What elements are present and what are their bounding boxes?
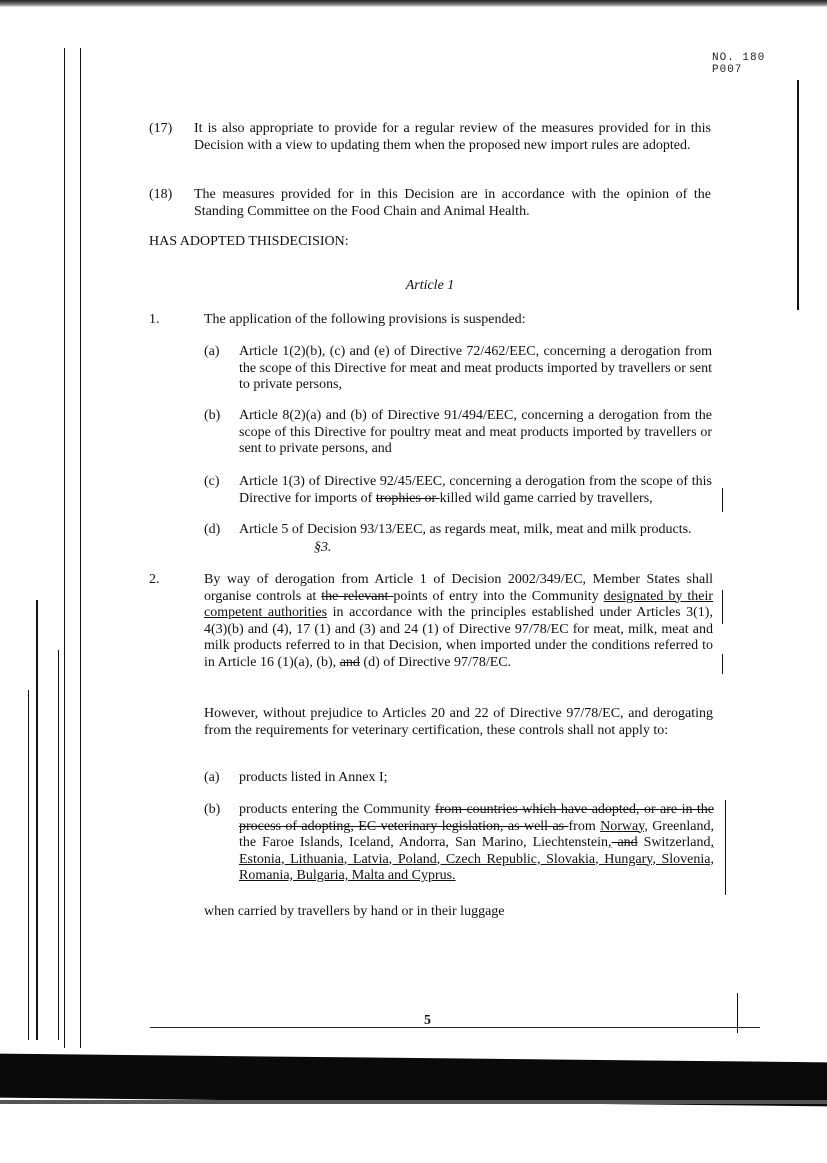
item-2b-text xyxy=(239,802,714,885)
footer-rule xyxy=(150,1027,760,1028)
paragraph-1-number: 1. xyxy=(149,312,160,327)
item-1d-text xyxy=(239,522,712,539)
paragraph-1-intro: The application of the following provisions is suspended: xyxy=(204,312,526,327)
item-2b-part-c: Greenland, the Faroe Islands, Iceland, Andorra, San Marino, Liechtenstein xyxy=(239,818,715,850)
item-2a-label: (a) xyxy=(204,770,220,785)
p2-underlined: designated by their competent authorities xyxy=(204,588,714,620)
p2-part-c: in accordance with the principles established under Articles 3(1), 4(3)(b) and (4), 17 (1) and (3) and 24 (1) of Directive 97/78/EC for meat, milk, meat and milk products referred to in that Decision, when imported under the conditions referred to in Article 16 (1)(a), (b), xyxy=(204,605,713,670)
paragraph-2-text xyxy=(204,572,713,671)
item-1c-text-part-2: killed wild game carried by travellers, xyxy=(439,490,653,506)
revision-bar-1 xyxy=(722,488,723,512)
item-1c-label: (c) xyxy=(204,474,220,489)
handwritten-annotation: §3. xyxy=(314,540,332,555)
scan-mark-left-2 xyxy=(80,48,81,1048)
paragraph-2-however: However, without prejudice to Articles 20 and 22 of Directive 97/78/EC, and derogating from the requirements for veterinary certification, these controls shall not apply to: xyxy=(204,706,713,738)
recital-18-text: The measures provided for in this Decision are in accordance with the opinion of the Standing Committee on the Food Chain and Animal Health. xyxy=(194,187,711,219)
scan-mark-left-4 xyxy=(28,690,29,1040)
scan-bottom-shadow xyxy=(0,1100,827,1104)
p2-struck: the relevant xyxy=(321,588,394,604)
recital-17-number: (17) xyxy=(149,121,173,136)
item-1c-struck: trophies or xyxy=(375,490,440,506)
item-2b-label: (b) xyxy=(204,802,221,817)
item-2b-underlined-3: , Estonia, Lithuania, Latvia, Poland, Czech Republic, Slovakia, Hungary, Slovenia, Romania, Bulgaria, Malta and Cyprus. xyxy=(239,835,714,883)
fax-header xyxy=(712,52,827,76)
item-1c-text-part: Article 1(3) of Directive 92/45/EEC, concerning a derogation from the scope of this Directive for imports of xyxy=(239,474,712,506)
item-1d-label: (d) xyxy=(204,522,221,537)
p2-part-b: points of entry into the Community xyxy=(393,588,604,604)
item-2b-struck: from countries which have adopted, or are in the process of adopting, EC veterinary legislation, as well as xyxy=(239,802,714,834)
footer-mark xyxy=(737,993,738,1033)
item-2b-part-d: Switzerland xyxy=(637,835,711,850)
revision-bar-3 xyxy=(722,654,723,674)
item-1b-label: (b) xyxy=(204,408,221,423)
scan-mark-left-5 xyxy=(58,650,59,1040)
closing-line: when carried by travellers by hand or in their luggage xyxy=(204,904,505,919)
item-1d-text-part: Article 5 of Decision 93/13/EEC, as regards meat, milk, meat and milk products. xyxy=(239,522,692,537)
recital-17-text: It is also appropriate to provide for a regular review of the measures provided for in this Decision with a view to updating them when the proposed new import rules are adopted. xyxy=(194,121,711,153)
item-2b-part-b: from xyxy=(568,818,601,834)
item-2b-underlined-1: Norway, xyxy=(600,818,648,834)
p2-part-a: By way of derogation from Article 1 of Decision 2002/349/EC, Member States shall organise controls at xyxy=(204,572,713,604)
recital-18-number: (18) xyxy=(149,187,173,202)
revision-bar-2 xyxy=(722,590,723,624)
item-1b-text: Article 8(2)(a) and (b) of Directive 91/494/EEC, concerning a derogation from the scope of this Directive for poultry meat and meat products imported by travellers or sent to private persons, and xyxy=(239,408,712,456)
adopted-heading: HAS ADOPTED THISDECISION: xyxy=(149,234,349,249)
item-1c-text xyxy=(239,474,712,507)
item-2a-text: products listed in Annex I; xyxy=(239,770,388,785)
fax-page-code: P007 xyxy=(712,64,743,76)
article-title: Article 1 xyxy=(405,278,455,293)
revision-bar-4 xyxy=(725,800,726,895)
paragraph-2-number: 2. xyxy=(149,572,160,587)
page-number: 5 xyxy=(424,1013,431,1028)
scan-mark-left-3 xyxy=(36,600,38,1040)
p2-struck-2: and xyxy=(339,654,360,670)
p2-part-d: (d) of Directive 97/78/EC. xyxy=(359,654,512,670)
scan-bottom-band xyxy=(0,1054,827,1107)
item-1a-text: Article 1(2)(b), (c) and (e) of Directive 72/462/EEC, concerning a derogation from the scope of this Directive for meat and meat products imported by travellers or sent to private persons, xyxy=(239,344,712,392)
item-2b-underlined-2: , xyxy=(608,835,612,850)
scan-mark-right-1 xyxy=(797,80,799,310)
item-2b-struck-2: and xyxy=(611,835,638,850)
scan-mark-left-1 xyxy=(64,48,65,1048)
item-2b-part-a: products entering the Community xyxy=(239,802,435,817)
item-1a-label: (a) xyxy=(204,344,220,359)
fax-top-edge xyxy=(0,0,827,7)
fax-number: NO. 180 xyxy=(712,52,766,64)
